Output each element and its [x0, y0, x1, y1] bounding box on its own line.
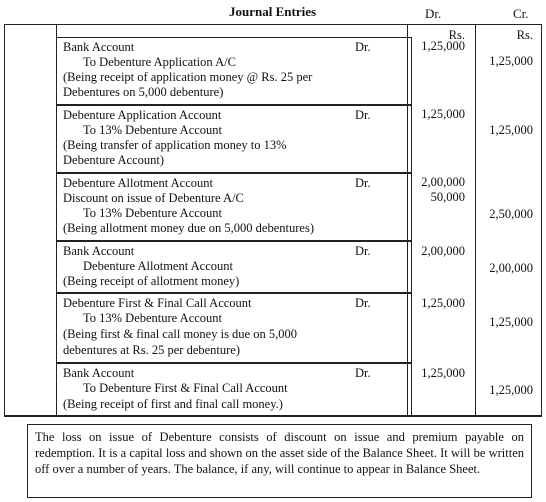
dr-marker: Dr.: [355, 108, 371, 122]
dr-amount: 2,00,000: [421, 175, 465, 189]
cr-amount: 1,25,000: [489, 54, 533, 68]
dr-marker: Dr.: [355, 176, 371, 190]
entry-line: Debenture Account): [63, 153, 165, 167]
cr-amount: 2,00,000: [489, 261, 533, 275]
entry-line: To Debenture Application A/C: [83, 55, 236, 69]
entry-line: To 13% Debenture Account: [83, 123, 223, 137]
entry-line: (Being receipt of first and final call money.): [63, 397, 283, 411]
dr-amount: 1,25,000: [421, 366, 465, 380]
entry-line: (Being receipt of application money @ Rs. 25 per: [63, 70, 313, 84]
dr-amount: 2,00,000: [421, 244, 465, 258]
journal-entry: [56, 363, 412, 417]
dr-amount: 1,25,000: [421, 107, 465, 121]
entry-line: Bank Account: [63, 366, 135, 380]
column-divider: [475, 25, 476, 415]
note-box: The loss on issue of Debenture consists of discount on issue and premium payable on redemption. It is a capital loss and shown on the asset side of the Balance Sheet. It will be written off over a number of years. The balance, if any, will continue to appear in Balance Sheet.: [27, 424, 532, 498]
dr-amount: 50,000: [430, 190, 465, 204]
entry-line: Debenture Allotment Account: [63, 176, 213, 190]
entry-line: (Being first & final call money is due on 5,000: [63, 327, 297, 341]
entry-line: Debentures on 5,000 debenture): [63, 85, 224, 99]
dr-marker: Dr.: [355, 366, 371, 380]
entry-line: To 13% Debenture Account: [83, 206, 223, 220]
cr-amount: 2,50,000: [489, 207, 533, 221]
dr-marker: Dr.: [355, 40, 371, 54]
journal-entry: [56, 105, 412, 173]
dr-marker: Dr.: [355, 296, 371, 310]
cr-amount: 1,25,000: [489, 383, 533, 397]
journal-title: Journal Entries: [229, 4, 317, 19]
entry-line: To 13% Debenture Account: [83, 311, 223, 325]
entry-line: Debenture Allotment Account: [83, 259, 233, 273]
journal-entry: [56, 293, 412, 363]
dr-marker: Dr.: [355, 244, 371, 258]
dr-amount: 1,25,000: [421, 296, 465, 310]
dr-column-header: Dr.: [425, 6, 442, 21]
entry-line: Bank Account: [63, 244, 135, 258]
entry-line: Debenture First & Final Call Account: [63, 296, 252, 310]
cr-amount: 1,25,000: [489, 315, 533, 329]
table-bottom-rule: [4, 416, 542, 417]
journal-entry: [56, 241, 412, 293]
entry-line: To Debenture First & Final Call Account: [83, 381, 288, 395]
cr-amount: 1,25,000: [489, 123, 533, 137]
journal-entry: [56, 173, 412, 241]
entry-line: Discount on issue of Debenture A/C: [63, 191, 244, 205]
entry-line: (Being transfer of application money to 13%: [63, 138, 287, 152]
cr-currency-label: Rs.: [516, 28, 533, 42]
entry-line: Bank Account: [63, 40, 135, 54]
entry-line: debentures at Rs. 25 per debenture): [63, 343, 241, 357]
dr-currency-label: Rs.: [448, 28, 465, 42]
entry-line: Debenture Application Account: [63, 108, 222, 122]
journal-table: [4, 24, 542, 416]
cr-column-header: Cr.: [513, 6, 529, 21]
entry-line: (Being receipt of allotment money): [63, 274, 240, 288]
dr-amount: 1,25,000: [421, 39, 465, 53]
journal-entry: [56, 37, 412, 105]
entry-line: (Being allotment money due on 5,000 debentures): [63, 221, 314, 235]
